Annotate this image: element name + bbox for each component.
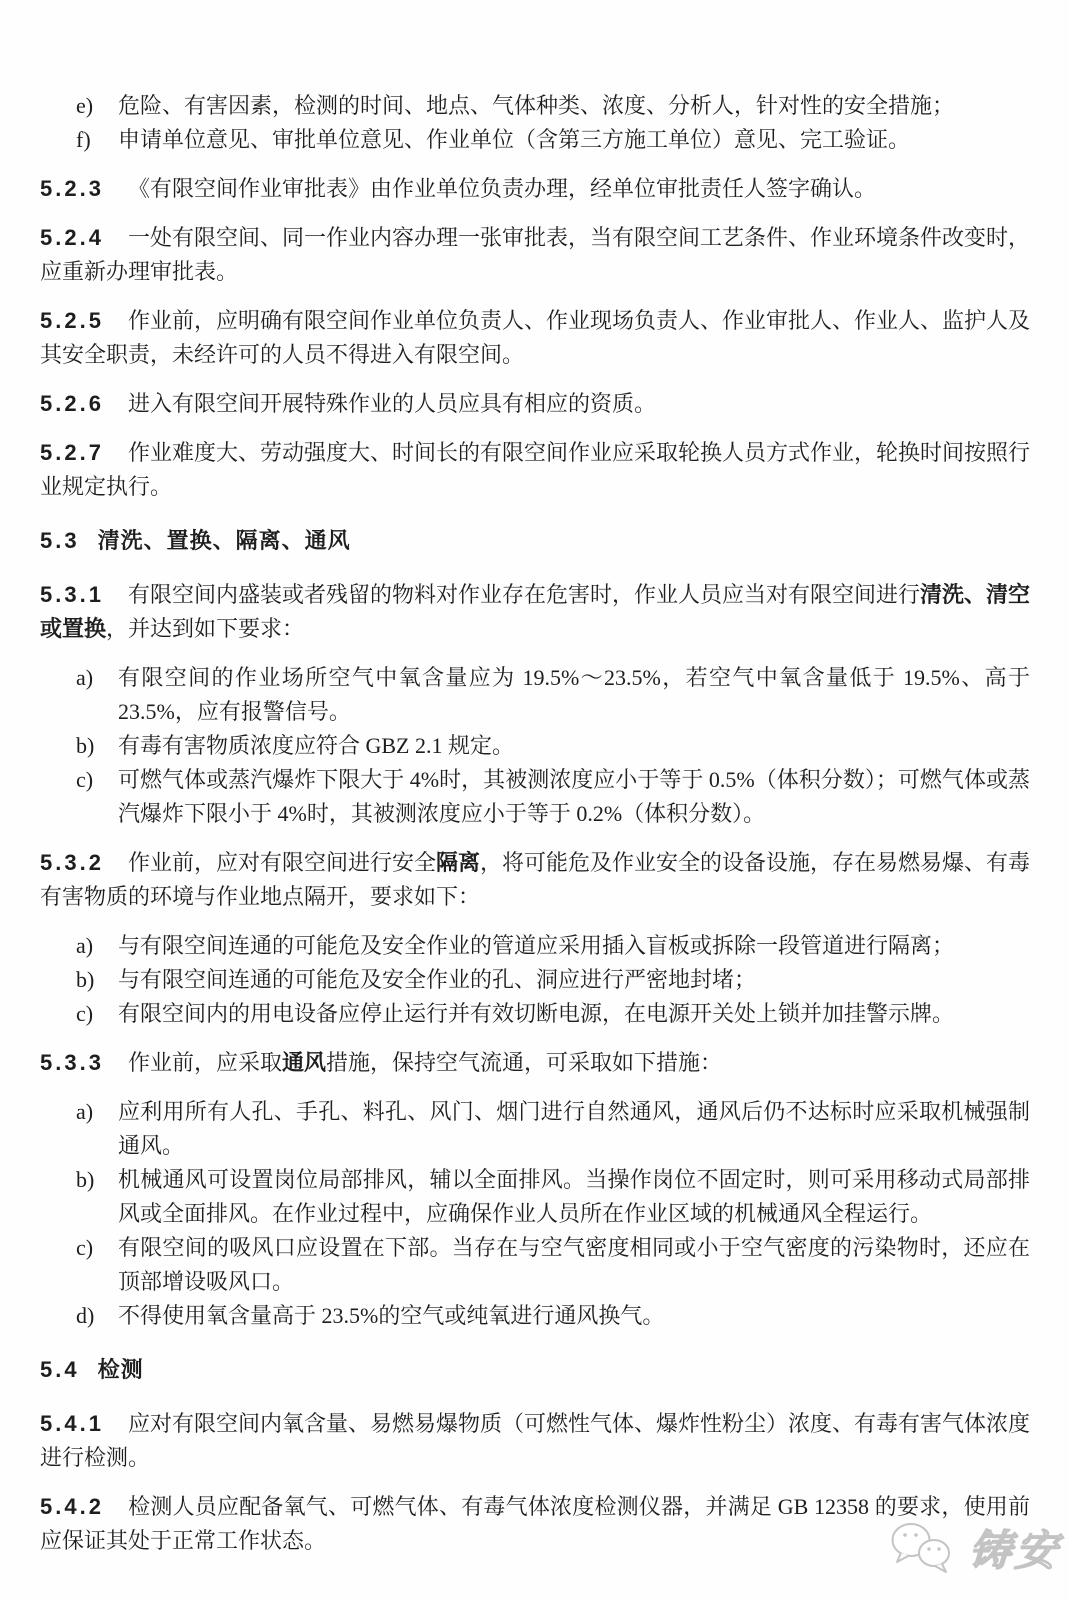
list-item-text bbox=[118, 1299, 1030, 1333]
list-item-text bbox=[118, 661, 1030, 729]
lettered-list bbox=[40, 929, 1030, 1031]
text-run: 有限空间内盛装或者残留的物料对作业存在危害时，作业人员应当对有限空间进行 bbox=[127, 582, 920, 607]
clause-paragraph bbox=[40, 1490, 1030, 1558]
text-run: 机械通风可设置岗位局部排风，辅以全面排风。当操作岗位不固定时，则可采用移动式局部排风或全面排风。在作业过程中，应确保作业人员所在作业区域的机械通风全程运行。 bbox=[118, 1167, 1030, 1226]
list-item-marker: f) bbox=[76, 127, 91, 152]
list-item bbox=[76, 963, 1030, 997]
list-item-text bbox=[118, 123, 1030, 157]
list-item bbox=[76, 997, 1030, 1031]
text-run: 进入有限空间开展特殊作业的人员应具有相应的资质。 bbox=[127, 391, 656, 416]
clause-number: 5.2.5 bbox=[40, 308, 104, 333]
list-item-text bbox=[118, 729, 1030, 763]
clause-paragraph bbox=[40, 304, 1030, 372]
list-item-marker: a) bbox=[76, 665, 94, 690]
text-run: 作业难度大、劳动强度大、时间长的有限空间作业应采取轮换人员方式作业，轮换时间按照行业规定执行。 bbox=[40, 440, 1030, 499]
text-run: 作业前，应明确有限空间作业单位负责人、作业现场负责人、作业审批人、作业人、监护人及其安全职责，未经许可的人员不得进入有限空间。 bbox=[40, 308, 1030, 367]
lettered-list bbox=[40, 89, 1030, 157]
section-heading bbox=[40, 524, 1030, 558]
text-run: ，将可能危及作业安全的设备设施，存在易燃易爆、有毒有害物质的环境与作业地点隔开，要求如下： bbox=[40, 850, 1030, 909]
text-run: 应对有限空间内氧含量、易燃易爆物质（可燃性气体、爆炸性粉尘）浓度、有毒有害气体浓度进行检测。 bbox=[40, 1411, 1030, 1470]
clause-number: 5.4.2 bbox=[40, 1494, 104, 1519]
clause-number: 5.3.3 bbox=[40, 1050, 104, 1075]
list-item bbox=[76, 661, 1030, 729]
list-item-text bbox=[118, 1095, 1030, 1163]
list-item-marker: b) bbox=[76, 1167, 95, 1192]
list-item-text bbox=[118, 929, 1030, 963]
clause-paragraph bbox=[40, 846, 1030, 914]
list-item-text bbox=[118, 1163, 1030, 1231]
clause-paragraph bbox=[40, 1046, 1030, 1080]
text-run: 检测人员应配备氧气、可燃气体、有毒气体浓度检测仪器，并满足 GB 12358 的要求，使用前应保证其处于正常工作状态。 bbox=[40, 1494, 1030, 1553]
list-item-text bbox=[118, 963, 1030, 997]
list-item bbox=[76, 929, 1030, 963]
list-item-marker: a) bbox=[76, 933, 94, 958]
list-item bbox=[76, 763, 1030, 831]
text-run: 有毒有害物质浓度应符合 GBZ 2.1 规定。 bbox=[118, 733, 515, 758]
clause-paragraph bbox=[40, 436, 1030, 504]
clause-number: 5.2.4 bbox=[40, 225, 104, 250]
text-run: 与有限空间连通的可能危及安全作业的孔、洞应进行严密地封堵； bbox=[118, 967, 757, 992]
clause-number: 5.2.7 bbox=[40, 440, 104, 465]
text-run: 与有限空间连通的可能危及安全作业的管道应采用插入盲板或拆除一段管道进行隔离； bbox=[118, 933, 955, 958]
list-item-marker: e) bbox=[76, 93, 94, 118]
list-item bbox=[76, 123, 1030, 157]
list-item-marker: c) bbox=[76, 1235, 94, 1260]
clause-paragraph bbox=[40, 1407, 1030, 1475]
bold-text-run: 隔离 bbox=[435, 850, 480, 875]
clause-number: 5.3.1 bbox=[40, 582, 104, 607]
text-run: 有限空间的作业场所空气中氧含量应为 19.5%～23.5%，若空气中氧含量低于 19.5%、高于 23.5%，应有报警信号。 bbox=[118, 665, 1030, 724]
text-run: 危险、有害因素，检测的时间、地点、气体种类、浓度、分析人，针对性的安全措施； bbox=[118, 93, 955, 118]
clause-paragraph bbox=[40, 172, 1030, 206]
list-item-marker: d) bbox=[76, 1303, 95, 1328]
list-item-marker: a) bbox=[76, 1099, 94, 1124]
text-run: 《有限空间作业审批表》由作业单位负责办理，经单位审批责任人签字确认。 bbox=[127, 176, 876, 201]
list-item-text bbox=[118, 997, 1030, 1031]
text-run: 措施，保持空气流通，可采取如下措施： bbox=[325, 1050, 722, 1075]
list-item-marker: b) bbox=[76, 967, 95, 992]
lettered-list bbox=[40, 661, 1030, 831]
list-item-marker: c) bbox=[76, 767, 94, 792]
text-run: 不得使用氧含量高于 23.5%的空气或纯氧进行通风换气。 bbox=[118, 1303, 665, 1328]
text-run: 清洗、置换、隔离、通风 bbox=[97, 528, 351, 553]
lettered-list bbox=[40, 1095, 1030, 1333]
list-item bbox=[76, 89, 1030, 123]
clause-number: 5.3.2 bbox=[40, 850, 104, 875]
text-run: ，并达到如下要求： bbox=[106, 616, 305, 641]
clause-number: 5.2.3 bbox=[40, 176, 104, 201]
list-item-marker: c) bbox=[76, 1001, 94, 1026]
text-run: 检测 bbox=[97, 1357, 144, 1382]
clause-number: 5.4 bbox=[40, 1357, 80, 1382]
text-run: 可燃气体或蒸汽爆炸下限大于 4%时，其被测浓度应小于等于 0.5%（体积分数）；可燃气体或蒸汽爆炸下限小于 4%时，其被测浓度应小于等于 0.2%（体积分数）。 bbox=[118, 767, 1030, 826]
text-run: 有限空间内的用电设备应停止运行并有效切断电源，在电源开关处上锁并加挂警示牌。 bbox=[118, 1001, 955, 1026]
list-item-text bbox=[118, 1231, 1030, 1299]
list-item-text bbox=[118, 763, 1030, 831]
text-run: 作业前，应对有限空间进行安全 bbox=[127, 850, 436, 875]
clause-number: 5.4.1 bbox=[40, 1411, 104, 1436]
clause-paragraph bbox=[40, 387, 1030, 421]
text-run: 应利用所有人孔、手孔、料孔、风门、烟门进行自然通风，通风后仍不达标时应采取机械强制通风。 bbox=[118, 1099, 1030, 1158]
text-run: 一处有限空间、同一作业内容办理一张审批表，当有限空间工艺条件、作业环境条件改变时，应重新办理审批表。 bbox=[40, 225, 1030, 284]
bold-text-run: 通风 bbox=[281, 1050, 326, 1075]
clause-number: 5.2.6 bbox=[40, 391, 104, 416]
clause-number: 5.3 bbox=[40, 528, 80, 553]
text-run: 作业前，应采取 bbox=[127, 1050, 282, 1075]
list-item bbox=[76, 1163, 1030, 1231]
text-run: 申请单位意见、审批单位意见、作业单位（含第三方施工单位）意见、完工验证。 bbox=[118, 127, 911, 152]
list-item-text bbox=[118, 89, 1030, 123]
list-item bbox=[76, 1095, 1030, 1163]
list-item bbox=[76, 1299, 1030, 1333]
bold-text-run: 清洗、清空或置换 bbox=[40, 582, 1030, 641]
list-item-marker: b) bbox=[76, 733, 95, 758]
clause-paragraph bbox=[40, 578, 1030, 646]
text-run: 有限空间的吸风口应设置在下部。当存在与空气密度相同或小于空气密度的污染物时，还应在顶部增设吸风口。 bbox=[118, 1235, 1030, 1294]
watermark-text: 铸安 bbox=[967, 1526, 1063, 1574]
section-heading bbox=[40, 1353, 1030, 1387]
list-item bbox=[76, 729, 1030, 763]
clause-paragraph bbox=[40, 221, 1030, 289]
list-item bbox=[76, 1231, 1030, 1299]
